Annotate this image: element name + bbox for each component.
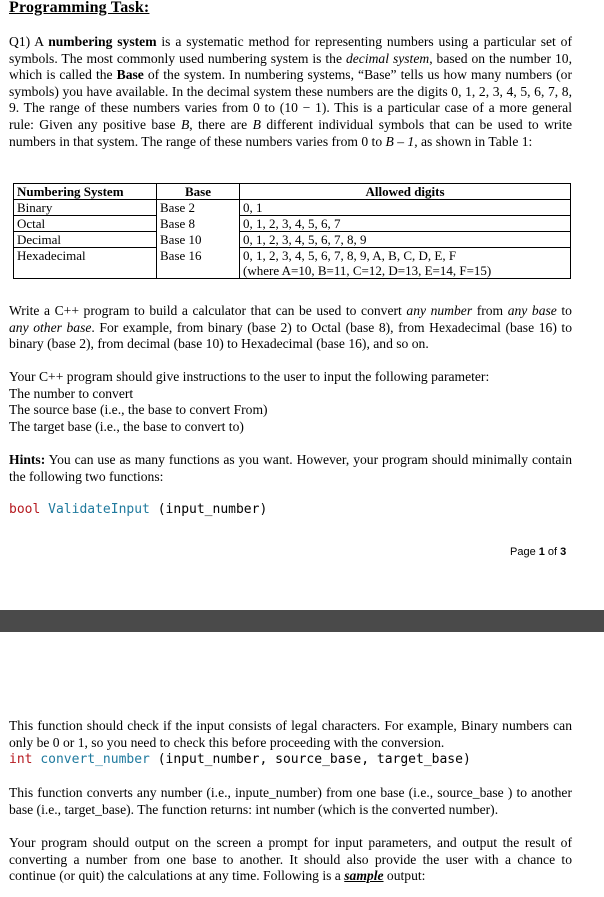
page-separator	[0, 610, 604, 632]
table-row: Hexadecimal Base 16 0, 1, 2, 3, 4, 5, 6, 7, 8, 9, A, B, C, D, E, F (where A=10, B=11, C=12, D=13, E=14, F=15)	[14, 248, 571, 279]
hints-paragraph: Hints: You can use as many functions as you want. However, your program should minimally contain the following two functions:	[9, 452, 572, 484]
header-system: Numbering System	[14, 184, 157, 200]
header-base: Base	[157, 184, 240, 200]
validate-description: This function should check if the input consists of legal characters. For example, Binary numbers can only be 0 or 1, so you need to check this before proceeding with the conversion.	[9, 718, 572, 750]
page-number: Page 1 of 3	[510, 546, 567, 558]
header-digits: Allowed digits	[240, 184, 571, 200]
table-row: Octal Base 8 0, 1, 2, 3, 4, 5, 6, 7	[14, 216, 571, 232]
instructions-intro: Your C++ program should give instructions to the user to input the following parameter:	[9, 369, 490, 384]
q1-paragraph: Q1) A numbering system is a systematic method for representing numbers using a particular set of symbols. The most commonly used numbering system is the decimal system, based on the number 10, which is called the Base of the system. In numbering systems, “Base” tells us how many numbers (or symbols) you have available. In the decimal system these numbers are the digits 0, 1, 2, 3, 4, 5, 6, 7, 8, 9. The range of these numbers varies from 0 to (10 − 1). This is a particular case of a more general rule: Given any positive base B, there are B different individual symbols that can be used to write numbers in that system. The range of these numbers varies from 0 to B – 1, as shown in Table 1:	[9, 34, 573, 149]
instruction-item: The target base (i.e., the base to convert to)	[9, 418, 244, 434]
page-2	[0, 632, 604, 897]
instruction-item: The source base (i.e., the base to convert From)	[9, 402, 268, 418]
validate-input-signature: bool ValidateInput (input_number)	[9, 502, 268, 517]
numbering-system-term: numbering system	[48, 34, 157, 49]
numbering-systems-table	[13, 183, 571, 279]
convert-number-signature: int convert_number (input_number, source_base, target_base)	[9, 752, 471, 767]
instruction-item: The number to convert	[9, 385, 134, 401]
sample-word: sample	[344, 868, 384, 884]
convert-description: This function converts any number (i.e., inpute_number) from one base (i.e., source_base ) to another base (i.e., target_base). The function returns: int number (which is the converted number).	[9, 785, 572, 817]
table-row: Binary Base 2 0, 1	[14, 200, 571, 216]
table-row: Decimal Base 10 0, 1, 2, 3, 4, 5, 6, 7, 8, 9	[14, 232, 571, 248]
output-paragraph: Your program should output on the screen a prompt for input parameters, and output the result of converting a number from one base to another. It should also provide the user with a chance to continue (or quit) the calculations at any time. Following is a sample output:	[9, 835, 572, 884]
write-paragraph: Write a C++ program to build a calculator that can be used to convert any number from any base to any other base. For example, from binary (base 2) to Octal (base 8), from Hexadecimal (base 16) to binary (base 2), from decimal (base 10) to Hexadecimal (base 16), and so on.	[9, 303, 572, 352]
instructions-block	[9, 369, 572, 435]
table-header-row	[14, 184, 571, 200]
hints-label: Hints:	[9, 452, 46, 467]
page-title: Programming Task:	[9, 0, 150, 16]
